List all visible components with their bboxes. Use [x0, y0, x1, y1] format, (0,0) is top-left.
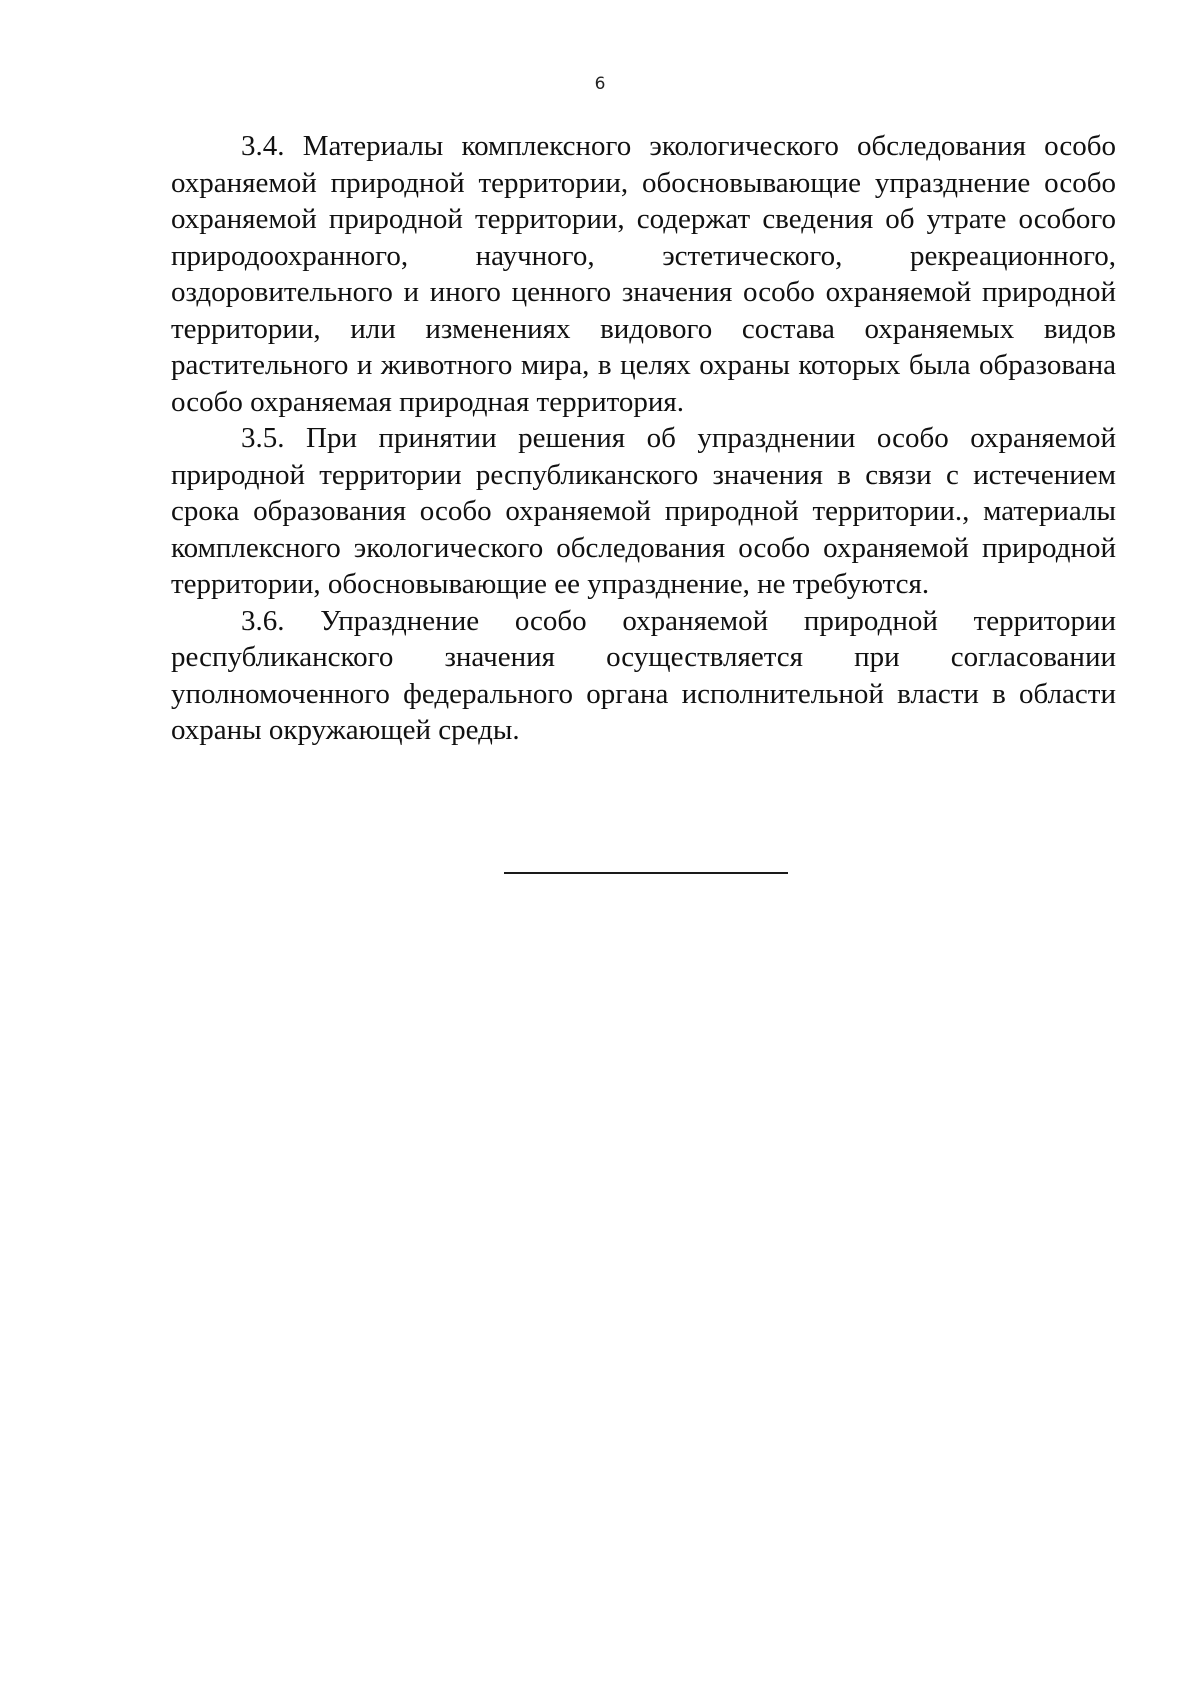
paragraph-3-5: 3.5. При принятии решения об упразднении особо охраняемой природной территории республиканского значения в связи с истечением срока образования особо охраняемой природной территории., материалы комплексного экологического обследования особо охраняемой природной территории, обосновывающие ее упразднение, не требуются.: [171, 422, 1116, 600]
document-body: [171, 128, 1116, 749]
paragraph-3-6: 3.6. Упразднение особо охраняемой природной территории республиканского значения осуществляется при согласовании уполномоченного федерального органа исполнительной власти в области охраны окружающей среды.: [171, 604, 1116, 746]
page-number: 6: [594, 74, 606, 94]
paragraph-3-4: 3.4. Материалы комплексного экологического обследования особо охраняемой природной территории, обосновывающие упразднение особо охраняемой природной территории, содержат сведения об утрате особого природоохранного, научного, эстетического, рекреационного, оздоровительного и иного ценного значения особо охраняемой природной территории, или изменениях видового состава охраняемых видов растительного и животного мира, в целях охраны которых была образована особо охраняемая природная территория.: [171, 130, 1116, 418]
end-separator-line: [504, 872, 788, 874]
